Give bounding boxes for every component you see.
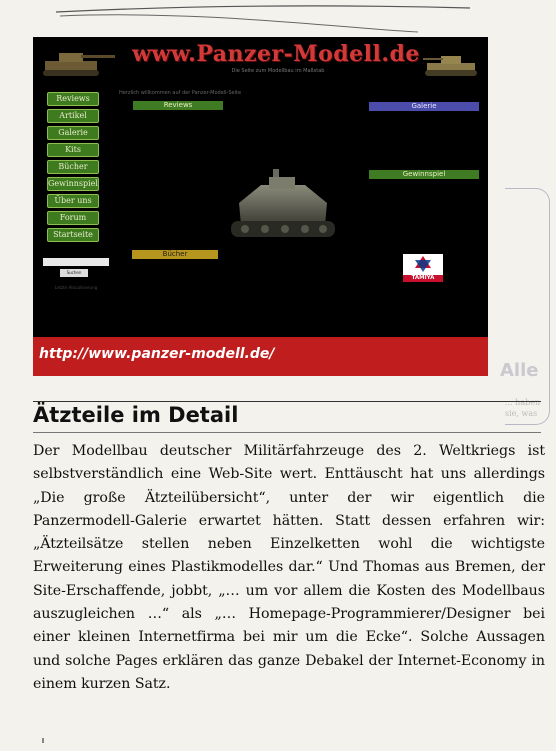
nav-item-reviews[interactable]: Reviews [47,92,99,106]
site-title: www.Panzer-Modell.de [132,41,420,67]
site-navigation [47,92,101,245]
nav-item-kits[interactable]: Kits [47,143,99,157]
gewinnspiel-text-block [369,185,473,235]
nav-item-startseite[interactable]: Startseite [47,228,99,242]
site-search-button[interactable]: Suchen [60,269,88,277]
tank-left-icon [39,43,117,79]
site-subtitle: Die Seite zum Modellbau im Maßstab [231,68,325,74]
article-headline: Ätzteile im Detail [33,403,239,427]
galerie-text-block [369,120,479,160]
tank-model-photo [221,163,345,245]
reviews-text-block [131,117,203,237]
nav-item-ueber-uns[interactable]: Über uns [47,194,99,208]
side-box-text: ... haben sie, was [505,398,541,418]
nav-footer-text: Letzte Aktualisierung [54,285,98,290]
nav-item-buecher[interactable]: Bücher [47,160,99,174]
nav-item-gewinnspiel[interactable]: Gewinnspiel [47,177,99,191]
headline-underline [33,432,541,433]
side-box-heading: Alle [500,360,539,381]
print-mark [42,738,44,743]
side-box-frame [505,188,550,425]
nav-item-forum[interactable]: Forum [47,211,99,225]
article-body: Der Modellbau deutscher Militärfahrzeuge des 2. Weltkriegs ist selbstverständlich eine Web-Site wert. Enttäuscht hat uns allerdings „Die große Ätzteilübersicht“, unter der wir eigentlich die Panzermodell-Galerie erwartet hätten. Statt dessen erfahren wir: „Ätzteilsätze stellen neben Einzelketten wohl die wichtigste Erweiterung eines Plastikmodelles dar.“ Und Thomas aus Bremen, der Site-Erschaffende, jobbt, „… um vor allem die Kosten des Modellbaus auszugleichen …“ als „… Homepage-Programmierer/Designer bei einer kleinen Internetfirma bei mir um die Ecke“. Solche Aussagen und solche Pages erklären das ganze Debakel der Internet-Economy in einem kurzen Satz. [33,443,545,692]
buecher-text-block [131,265,207,329]
article-top-rule [33,401,541,402]
nav-item-galerie[interactable]: Galerie [47,126,99,140]
section-galerie-header[interactable]: Galerie [369,102,479,111]
website-screenshot [33,37,488,376]
section-buecher-header[interactable]: Bücher [132,250,218,259]
section-gewinnspiel-header[interactable]: Gewinnspiel [369,170,479,179]
intro-line: Herzlich willkommen auf der Panzer-Modell-Seite [119,90,242,96]
nav-item-artikel[interactable]: Artikel [47,109,99,123]
section-reviews-header[interactable]: Reviews [133,101,223,110]
site-search-input[interactable] [43,258,109,266]
tamiya-label: TAMIYA [403,275,443,282]
site-url[interactable]: http://www.panzer-modell.de/ [39,346,275,362]
tank-right-icon [421,49,483,79]
